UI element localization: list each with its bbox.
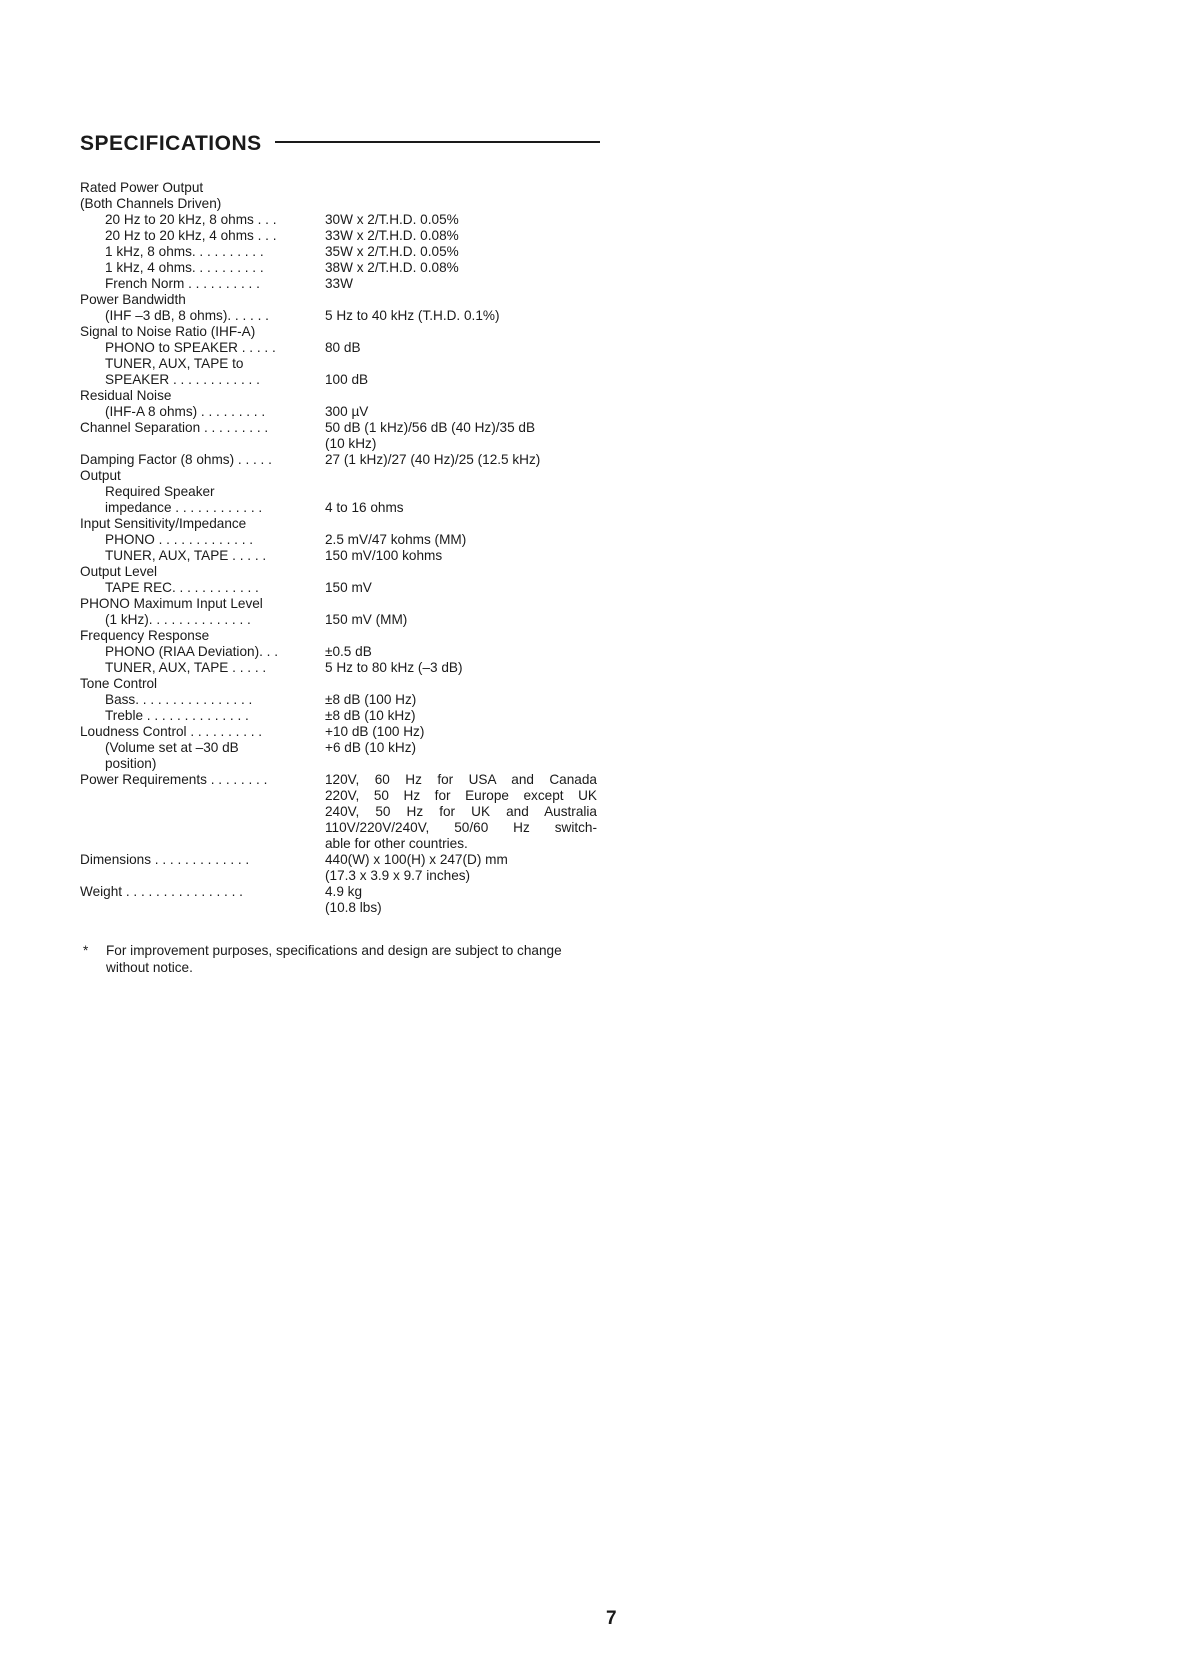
spec-label: Signal to Noise Ratio (IHF-A) — [80, 324, 256, 339]
spec-value: 2.5 mV/47 kohms (MM) — [325, 532, 467, 547]
spec-row — [80, 404, 600, 420]
spec-row — [80, 276, 600, 292]
spec-row — [80, 644, 600, 660]
spec-row — [80, 372, 600, 388]
spec-value: 150 mV — [325, 580, 372, 595]
spec-row — [80, 868, 600, 884]
spec-value: 5 Hz to 80 kHz (–3 dB) — [325, 660, 463, 675]
spec-value: (17.3 x 3.9 x 9.7 inches) — [325, 868, 471, 883]
spec-row — [80, 324, 600, 340]
spec-label: SPEAKER . . . . . . . . . . . . — [105, 372, 260, 387]
spec-row — [80, 708, 600, 724]
spec-label: Output Level — [80, 564, 158, 579]
spec-row — [80, 788, 600, 804]
title-rule — [275, 141, 600, 143]
spec-row — [80, 724, 600, 740]
spec-label: 1 kHz, 8 ohms. . . . . . . . . . — [105, 244, 264, 259]
spec-value: +6 dB (10 kHz) — [325, 740, 417, 755]
spec-row — [80, 500, 600, 516]
spec-value: 27 (1 kHz)/27 (40 Hz)/25 (12.5 kHz) — [325, 452, 541, 467]
spec-label: Damping Factor (8 ohms) . . . . . — [80, 452, 272, 467]
spec-label: 20 Hz to 20 kHz, 8 ohms . . . — [105, 212, 277, 227]
spec-value: ±0.5 dB — [325, 644, 372, 659]
spec-label: Power Bandwidth — [80, 292, 186, 307]
spec-row — [80, 436, 600, 452]
spec-label: Output — [80, 468, 121, 483]
spec-row — [80, 468, 600, 484]
spec-list — [80, 180, 600, 916]
spec-value: (10 kHz) — [325, 436, 377, 451]
spec-row — [80, 628, 600, 644]
spec-label: PHONO Maximum Input Level — [80, 596, 263, 611]
spec-value: 33W x 2/T.H.D. 0.08% — [325, 228, 459, 243]
spec-label: Weight . . . . . . . . . . . . . . . . — [80, 884, 243, 899]
spec-label: Power Requirements . . . . . . . . — [80, 772, 268, 787]
spec-value: 5 Hz to 40 kHz (T.H.D. 0.1%) — [325, 308, 500, 323]
spec-value: 4.9 kg — [325, 884, 363, 899]
spec-label: PHONO to SPEAKER . . . . . — [105, 340, 276, 355]
spec-label: Channel Separation . . . . . . . . . — [80, 420, 269, 435]
spec-label: TAPE REC. . . . . . . . . . . . — [105, 580, 259, 595]
spec-label: Tone Control — [80, 676, 158, 691]
spec-row — [80, 260, 600, 276]
footnote-marker: * — [83, 943, 89, 958]
spec-label: (IHF –3 dB, 8 ohms). . . . . . — [105, 308, 269, 323]
spec-row — [80, 292, 600, 308]
spec-row — [80, 772, 600, 788]
spec-row — [80, 388, 600, 404]
spec-value: 220V, 50 Hz for Europe except UK — [325, 788, 597, 803]
spec-label: (1 kHz). . . . . . . . . . . . . . — [105, 612, 251, 627]
spec-label: (Both Channels Driven) — [80, 196, 222, 211]
spec-value: 240V, 50 Hz for UK and Australia — [325, 804, 597, 819]
spec-row — [80, 612, 600, 628]
spec-value: 38W x 2/T.H.D. 0.08% — [325, 260, 459, 275]
spec-label: French Norm . . . . . . . . . . — [105, 276, 260, 291]
spec-row — [80, 196, 600, 212]
spec-label: TUNER, AUX, TAPE to — [105, 356, 244, 371]
spec-label: Input Sensitivity/Impedance — [80, 516, 247, 531]
spec-row — [80, 596, 600, 612]
spec-row — [80, 420, 600, 436]
spec-label: PHONO . . . . . . . . . . . . . — [105, 532, 254, 547]
spec-row — [80, 548, 600, 564]
spec-label: PHONO (RIAA Deviation). . . — [105, 644, 278, 659]
spec-label: Bass. . . . . . . . . . . . . . . . — [105, 692, 253, 707]
spec-value: 30W x 2/T.H.D. 0.05% — [325, 212, 459, 227]
spec-label: Frequency Response — [80, 628, 210, 643]
spec-value: 35W x 2/T.H.D. 0.05% — [325, 244, 459, 259]
spec-label: position) — [105, 756, 157, 771]
spec-value: ±8 dB (10 kHz) — [325, 708, 416, 723]
spec-label: Loudness Control . . . . . . . . . . — [80, 724, 263, 739]
spec-label: impedance . . . . . . . . . . . . — [105, 500, 263, 515]
spec-row — [80, 212, 600, 228]
title-block — [80, 130, 600, 158]
footnote-text: For improvement purposes, specifications and design are subject to change without notice. — [106, 943, 562, 975]
spec-value: ±8 dB (100 Hz) — [325, 692, 417, 707]
spec-label: Rated Power Output — [80, 180, 204, 195]
spec-value: 150 mV (MM) — [325, 612, 408, 627]
spec-value: 300 µV — [325, 404, 369, 419]
spec-row — [80, 516, 600, 532]
spec-row — [80, 900, 600, 916]
spec-value: 120V, 60 Hz for USA and Canada — [325, 772, 597, 787]
spec-row — [80, 756, 600, 772]
spec-row — [80, 484, 600, 500]
spec-label: Dimensions . . . . . . . . . . . . . — [80, 852, 250, 867]
spec-label: 1 kHz, 4 ohms. . . . . . . . . . — [105, 260, 264, 275]
spec-value: 4 to 16 ohms — [325, 500, 404, 515]
spec-row — [80, 820, 600, 836]
spec-row — [80, 580, 600, 596]
spec-row — [80, 740, 600, 756]
spec-label: Required Speaker — [105, 484, 215, 499]
spec-label: Residual Noise — [80, 388, 172, 403]
spec-row — [80, 308, 600, 324]
spec-row — [80, 244, 600, 260]
spec-value: 33W — [325, 276, 353, 291]
spec-row — [80, 692, 600, 708]
spec-row — [80, 852, 600, 868]
spec-row — [80, 836, 600, 852]
spec-label: TUNER, AUX, TAPE . . . . . — [105, 660, 267, 675]
spec-value: 100 dB — [325, 372, 369, 387]
spec-value: 150 mV/100 kohms — [325, 548, 443, 563]
spec-row — [80, 804, 600, 820]
spec-row — [80, 660, 600, 676]
spec-row — [80, 180, 600, 196]
spec-label: 20 Hz to 20 kHz, 4 ohms . . . — [105, 228, 277, 243]
spec-value: 50 dB (1 kHz)/56 dB (40 Hz)/35 dB — [325, 420, 536, 435]
spec-value: able for other countries. — [325, 836, 468, 851]
spec-row — [80, 884, 600, 900]
page-title: SPECIFICATIONS — [80, 132, 262, 155]
spec-value: 80 dB — [325, 340, 361, 355]
spec-row — [80, 228, 600, 244]
spec-value: (10.8 lbs) — [325, 900, 382, 915]
spec-label: Treble . . . . . . . . . . . . . . — [105, 708, 249, 723]
spec-label: TUNER, AUX, TAPE . . . . . — [105, 548, 267, 563]
spec-row — [80, 356, 600, 372]
page-number: 7 — [606, 1608, 617, 1629]
spec-value: 110V/220V/240V, 50/60 Hz switch- — [325, 820, 597, 835]
spec-value: 440(W) x 100(H) x 247(D) mm — [325, 852, 508, 867]
spec-row — [80, 340, 600, 356]
spec-row — [80, 532, 600, 548]
spec-label: (Volume set at –30 dB — [105, 740, 239, 755]
spec-label: (IHF-A 8 ohms) . . . . . . . . . — [105, 404, 266, 419]
spec-row — [80, 452, 600, 468]
spec-value: +10 dB (100 Hz) — [325, 724, 425, 739]
spec-row — [80, 564, 600, 580]
spec-row — [80, 676, 600, 692]
